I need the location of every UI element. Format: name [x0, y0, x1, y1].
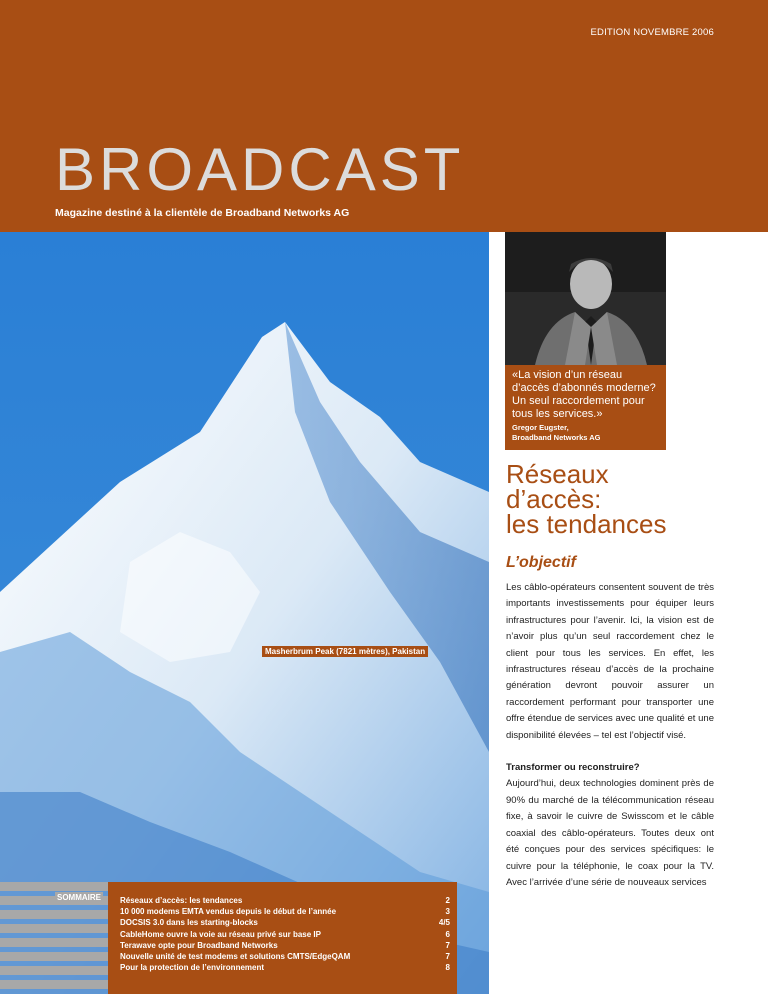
- toc-item[interactable]: [120, 895, 450, 906]
- author-portrait: [505, 232, 666, 365]
- quote-attribution: [512, 423, 662, 443]
- toc-item[interactable]: [120, 929, 450, 940]
- toc-list: [120, 895, 450, 973]
- toc-item[interactable]: [120, 951, 450, 962]
- toc-item-page: 8: [445, 963, 450, 973]
- toc-item-page: 2: [445, 896, 450, 905]
- toc-item-title: DOCSIS 3.0 dans les starting-blocks: [120, 918, 258, 928]
- toc-item[interactable]: [120, 917, 450, 928]
- toc-item-page: 7: [445, 952, 450, 962]
- magazine-title: BROADCAST: [55, 136, 465, 203]
- toc-item[interactable]: [120, 940, 450, 951]
- toc-item-title: 10 000 modems EMTA vendus depuis le début de l’année: [120, 907, 337, 917]
- article-title: [506, 459, 736, 539]
- table-of-contents: [0, 882, 489, 994]
- article-body: [506, 580, 714, 891]
- toc-item-title: Réseaux d’accès: les tendances: [120, 896, 243, 905]
- article-title-line: d’accès:: [506, 484, 602, 514]
- toc-item[interactable]: [120, 962, 450, 973]
- portrait-illustration: [505, 232, 666, 365]
- photo-caption: Masherbrum Peak (7821 mètres), Pakistan: [262, 646, 428, 657]
- article-paragraph: Les câblo-opérateurs consentent souvent de très importants investissements pour équiper leurs infrastructures pour l’avenir. Ici, la vision est de n’avoir plus qu’un seul raccordement chez le client pour tous les services. En effet, les infrastructures réseau d’accès de la prochaine génération devront pouvoir assurer un raccordement performant pour transporter une offre étendue de services avec une qualité et une disponibilité élevées – tel est l’objectif visé.: [506, 582, 714, 741]
- masthead: [0, 0, 768, 232]
- toc-item-title: CableHome ouvre la voie au réseau privé sur base IP: [120, 929, 321, 939]
- pull-quote: [505, 365, 666, 450]
- toc-item-page: 4/5: [438, 918, 450, 928]
- edition-date: EDITION NOVEMBRE 2006: [590, 27, 714, 38]
- toc-item-page: 6: [445, 929, 450, 939]
- toc-label: SOMMAIRE: [57, 893, 101, 902]
- quote-text: «La vision d’un réseau d’accès d’abonnés moderne? Un seul raccordement pour tous les services.»: [512, 369, 656, 420]
- toc-item[interactable]: [120, 906, 450, 917]
- magazine-subtitle: Magazine destiné à la clientèle de Broadband Networks AG: [55, 207, 350, 219]
- cover-photo-mountain: [0, 232, 489, 994]
- article-title-line: Réseaux: [506, 459, 609, 489]
- toc-panel: [108, 882, 457, 994]
- article-title-line: les tendances: [506, 509, 667, 539]
- toc-item-page: 3: [445, 907, 450, 917]
- mountain-illustration: [0, 232, 489, 994]
- section-heading: Transformer ou reconstruire?: [506, 762, 640, 774]
- toc-item-title: Pour la protection de l’environnement: [120, 963, 265, 973]
- toc-item-title: Terawave opte pour Broadband Networks: [120, 940, 278, 950]
- article-paragraph: Aujourd’hui, deux technologies dominent près de 90% du marché de la télécommunication réseau fixe, à savoir le cuivre de Swisscom et le câble coaxial des câblo-opérateurs. Toutes deux ont été conçues pour des services spécifiques: le cuivre pour la téléphonie, le coax pour la TV. Avec l’arrivée d’une série de nouveaux services: [506, 778, 714, 888]
- quote-author-company: Broadband Networks AG: [512, 433, 601, 442]
- article-subtitle: L’objectif: [506, 554, 576, 571]
- toc-item-title: Nouvelle unité de test modems et solutions CMTS/EdgeQAM: [120, 952, 351, 962]
- toc-item-page: 7: [445, 940, 450, 950]
- quote-author-name: Gregor Eugster,: [512, 423, 569, 432]
